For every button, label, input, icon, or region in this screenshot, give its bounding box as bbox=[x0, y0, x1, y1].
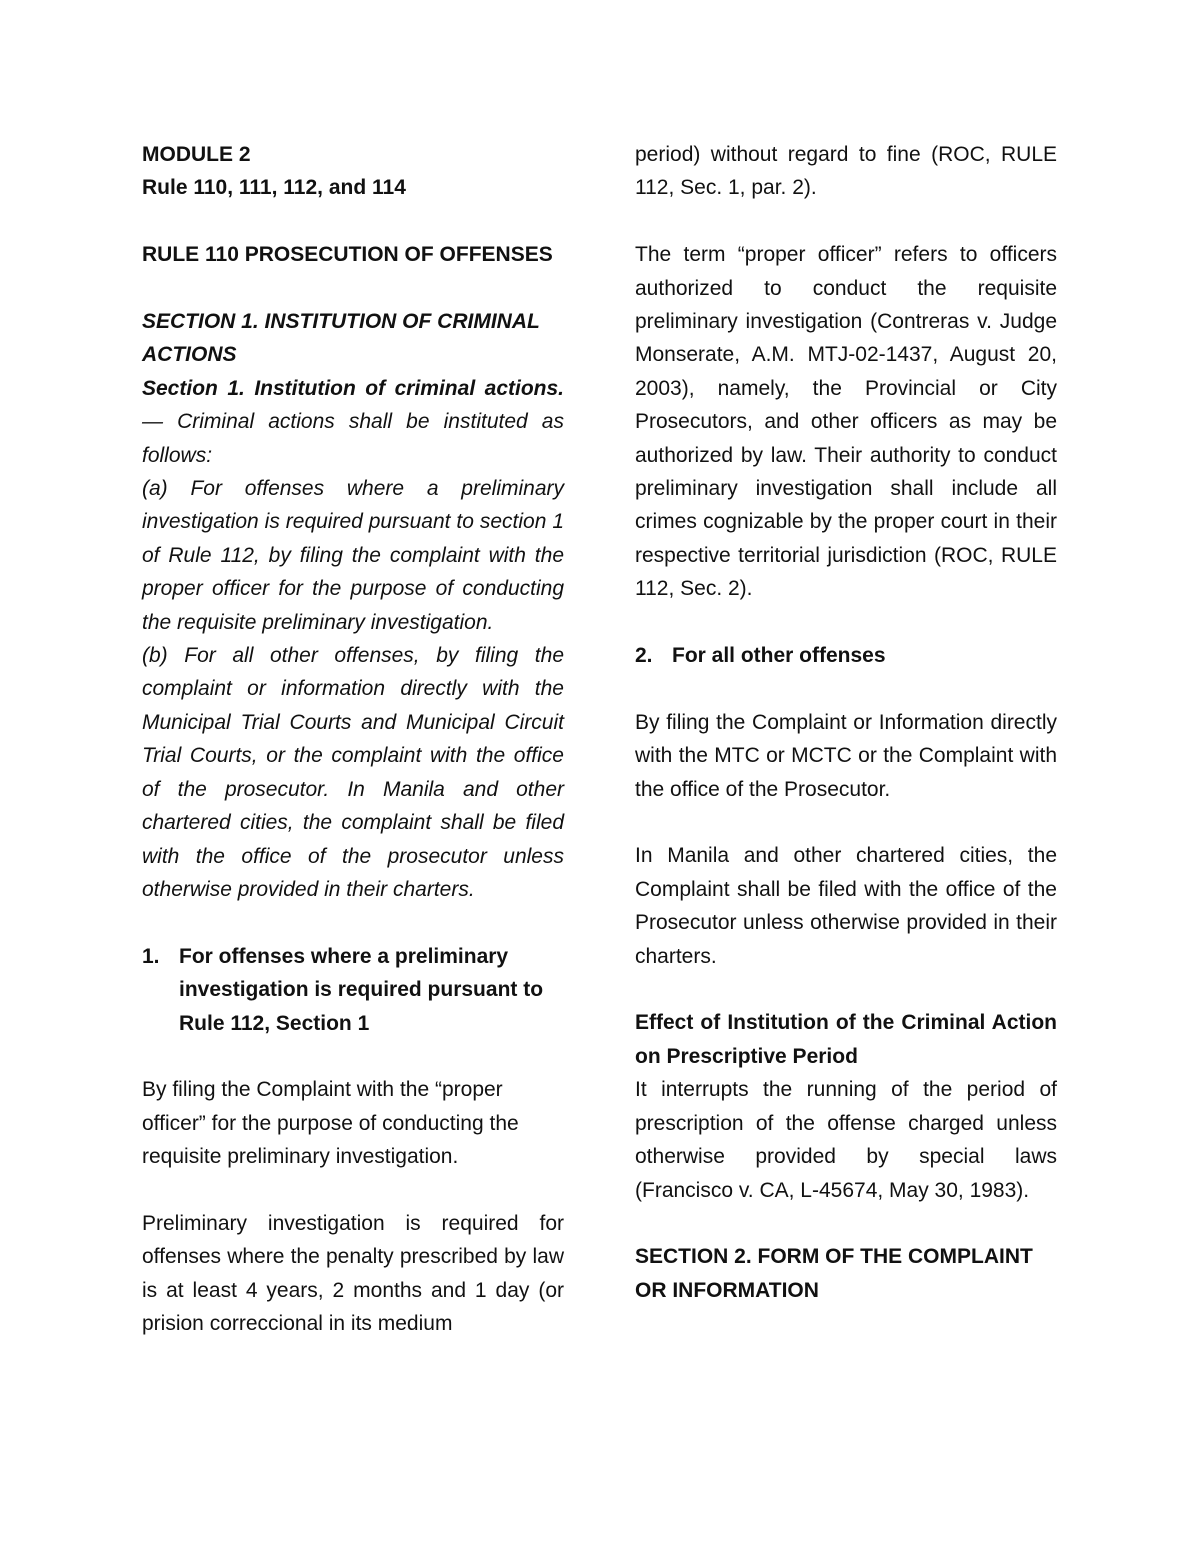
item2-text: For all other offenses bbox=[672, 644, 886, 668]
item1-number: 1. bbox=[142, 944, 160, 968]
module-subtitle: Rule 110, 111, 112, and 114 bbox=[142, 176, 406, 200]
section1-item-a: (a) For offenses where a preliminary investigation is required pursuant to section 1 of Rule 112, by filing the complaint with the proper officer for the purpose of conducting the requisite preliminary investigation. bbox=[142, 477, 564, 634]
section1-intro: — Criminal actions shall be instituted as follows: bbox=[142, 410, 564, 467]
numbered-item-2 bbox=[635, 639, 1057, 672]
section1-text bbox=[142, 372, 564, 472]
manila-paragraph: In Manila and other chartered cities, the Complaint shall be filed with the office of the Prosecutor unless otherwise provided in their charters. bbox=[635, 844, 1057, 968]
effect-paragraph: It interrupts the running of the period of prescription of the offense charged unless otherwise provided by special laws (Francisco v. CA, L-45674, May 30, 1983). bbox=[635, 1078, 1057, 1202]
left-column bbox=[142, 138, 564, 1341]
section1-item-b: (b) For all other offenses, by filing the complaint or information directly with the Municipal Trial Courts and Municipal Circuit Trial Courts, or the complaint with the office of the prosecutor. In Manila and other chartered cities, the complaint shall be filed with the office of the prosecutor unless otherwise provided in their charters. bbox=[142, 644, 564, 901]
section1-lead: Section 1. Institution of criminal actions. bbox=[142, 376, 564, 400]
section2-heading: SECTION 2. FORM OF THE COMPLAINT OR INFORMATION bbox=[635, 1245, 1033, 1302]
item1-text: For offenses where a preliminary investigation is required pursuant to Rule 112, Section 1 bbox=[179, 944, 544, 1035]
effect-heading: Effect of Institution of the Criminal Action on Prescriptive Period bbox=[635, 1011, 1057, 1068]
section1-heading: SECTION 1. INSTITUTION OF CRIMINAL ACTIONS bbox=[142, 310, 540, 367]
item1-paragraph: By filing the Complaint with the “proper officer” for the purpose of conducting the requisite preliminary investigation. bbox=[142, 1078, 519, 1169]
proper-officer-paragraph: The term “proper officer” refers to officers authorized to conduct the requisite preliminary investigation (Contreras v. Judge Monserate, A.M. MTJ-02-1437, August 20, 2003), namely, the Provincial or City Prosecutors, and other officers as may be authorized by law. Their authority to conduct preliminary investigation shall include all crimes cognizable by the proper court in their respective territorial jurisdiction (ROC, RULE 112, Sec. 2). bbox=[635, 243, 1057, 601]
rule-heading: RULE 110 PROSECUTION OF OFFENSES bbox=[142, 243, 553, 267]
module-title: MODULE 2 bbox=[142, 143, 251, 166]
item2-paragraph: By filing the Complaint or Information directly with the MTC or MCTC or the Complaint with the office of the Prosecutor. bbox=[635, 710, 1057, 801]
numbered-item-1 bbox=[142, 940, 564, 1040]
prelim-continuation: period) without regard to fine (ROC, RULE 112, Sec. 1, par. 2). bbox=[635, 143, 1057, 200]
right-column bbox=[635, 138, 1057, 1307]
item2-number: 2. bbox=[635, 644, 653, 668]
prelim-paragraph: Preliminary investigation is required for offenses where the penalty prescribed by law is at least 4 years, 2 months and 1 day (or prision correccional in its medium bbox=[142, 1211, 564, 1336]
